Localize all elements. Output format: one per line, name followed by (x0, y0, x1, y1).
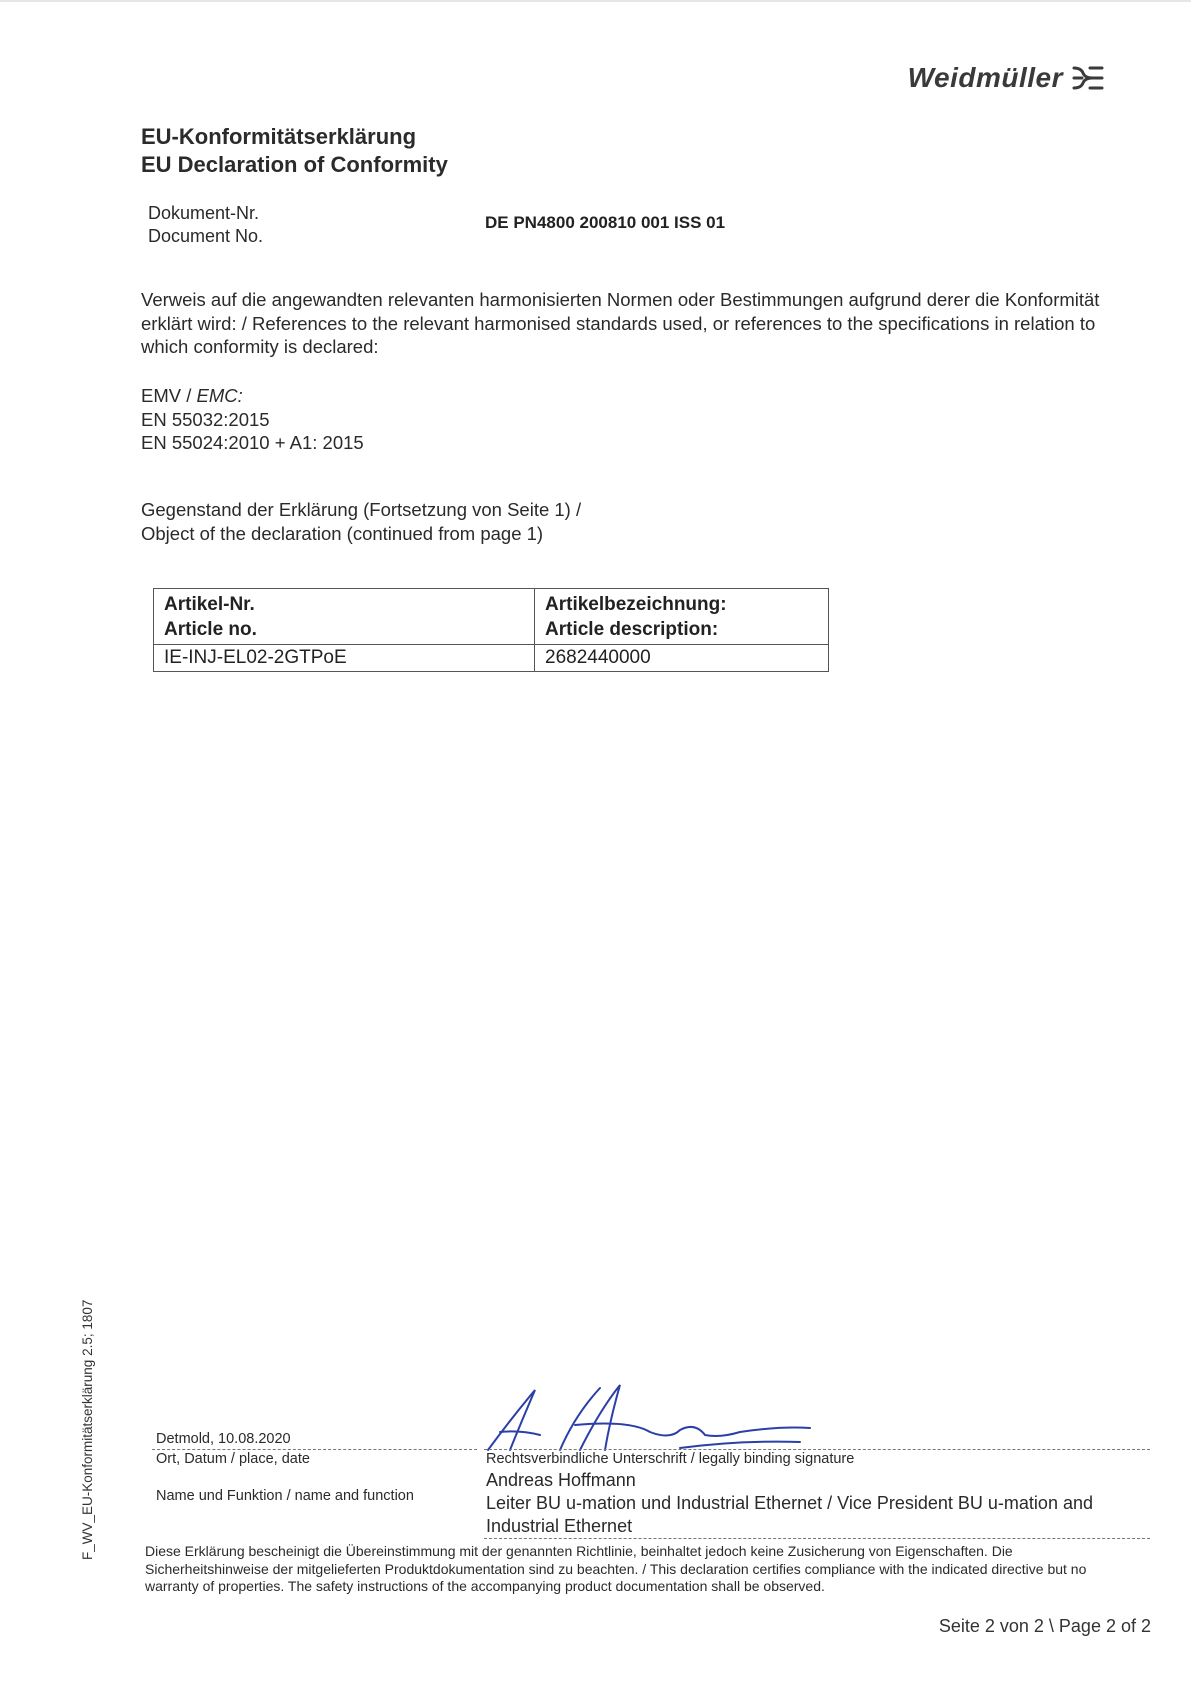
signature-line (484, 1449, 1150, 1450)
date-line (152, 1449, 477, 1450)
table-row (154, 645, 829, 672)
object-line-en: Object of the declaration (continued from page 1) (141, 522, 544, 544)
references-paragraph: Verweis auf die angewandten relevanten harmonisierten Normen oder Bestimmungen aufgrund derer die Konformität erklärt wird: / References to the relevant harmonised standards used, or references to the specifications in relation to which conformity is declared: (141, 289, 1100, 357)
table-header-row (154, 589, 829, 645)
legal-signature-label: Rechtsverbindliche Unterschrift / legally binding signature (486, 1451, 855, 1467)
emc-standard-2: EN 55024:2010 + A1: 2015 (141, 432, 364, 453)
handwritten-signature (480, 1380, 840, 1460)
article-description-cell: 2682440000 (535, 645, 829, 672)
object-of-declaration (141, 498, 581, 545)
emc-label-en: EMC: (196, 385, 243, 406)
title-german: EU-Konformitätserklärung (141, 124, 417, 149)
emc-standard-1: EN 55032:2015 (141, 408, 270, 430)
header-article-description-en: Article description: (545, 619, 719, 640)
signer-name: Andreas Hoffmann (486, 1470, 636, 1490)
name-function-label: Name und Funktion / name and function (156, 1488, 414, 1504)
title-english: EU Declaration of Conformity (141, 152, 448, 177)
header-article-no-de: Artikel-Nr. (164, 594, 255, 615)
document-label-de: Dokument-Nr. (148, 203, 260, 223)
emc-standards (141, 384, 364, 455)
scan-edge (0, 0, 1191, 2)
signer-function: Leiter BU u-mation und Industrial Ethernet / Vice President BU u-mation and Industrial Ethernet (486, 1493, 1093, 1536)
disclaimer-text: Diese Erklärung bescheinigt die Übereinstimmung mit der genannten Richtlinie, beinhaltet jedoch keine Zusicherung von Eigenschaften. Die Sicherheitshinweise der mitgelieferten Produktdokumentation sind zu beachten. / This declaration certifies compliance with the indicated directive but no warranty of properties. The safety instructions of the accompanying product documentation shall be observed. (145, 1543, 1087, 1594)
document-label-en: Document No. (148, 226, 264, 246)
article-number-cell: IE-INJ-EL02-2GTPoE (154, 645, 535, 672)
weidmueller-emblem-icon (1071, 64, 1105, 92)
signature-date: Detmold, 10.08.2020 (156, 1431, 291, 1447)
header-article-no-en: Article no. (164, 619, 257, 640)
emc-label-de: EMV / (141, 385, 197, 406)
company-logo (908, 62, 1105, 94)
page-number: Seite 2 von 2 \ Page 2 of 2 (938, 1616, 1151, 1636)
form-identifier: F_WV_EU-Konformitätserklärung 2.5; 1807 (80, 1299, 95, 1560)
place-date-label: Ort, Datum / place, date (156, 1451, 310, 1467)
header-article-description (535, 589, 829, 645)
logo-text: Weidmüller (907, 62, 1063, 93)
header-article-no (154, 589, 535, 645)
header-article-description-de: Artikelbezeichnung: (545, 594, 727, 615)
function-line (484, 1538, 1150, 1539)
articles-table (153, 588, 829, 672)
object-line-de: Gegenstand der Erklärung (Fortsetzung von Seite 1) / (141, 499, 582, 520)
document-number-label (148, 202, 263, 248)
document-number: DE PN4800 200810 001 ISS 01 (485, 213, 726, 232)
emc-heading (141, 384, 364, 408)
